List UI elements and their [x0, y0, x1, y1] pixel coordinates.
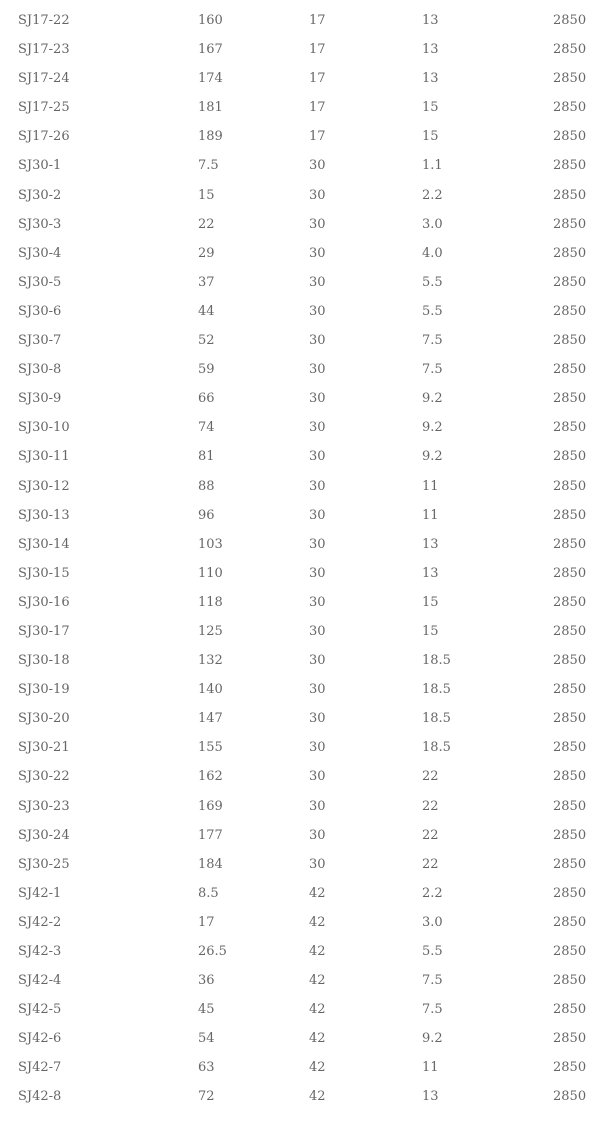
speed-cell: 2850 — [553, 391, 587, 407]
power-cell: 13 — [422, 42, 439, 58]
speed-cell: 2850 — [553, 333, 587, 349]
table-row — [0, 181, 600, 210]
power-cell: 18.5 — [422, 711, 451, 727]
flow-cell: 36 — [198, 973, 215, 989]
speed-cell: 2850 — [553, 740, 587, 756]
table-row — [0, 6, 600, 35]
speed-cell: 2850 — [553, 245, 587, 261]
stage-cell: 42 — [309, 944, 326, 959]
power-cell: 7.5 — [422, 973, 443, 989]
power-cell: 11 — [422, 478, 439, 494]
flow-cell: 74 — [198, 420, 215, 436]
stage-cell: 30 — [309, 274, 326, 290]
speed-cell: 2850 — [553, 623, 587, 639]
stage-cell: 30 — [309, 362, 326, 378]
flow-cell: 147 — [198, 711, 223, 727]
stage-cell: 30 — [309, 565, 326, 581]
flow-cell: 169 — [198, 798, 223, 814]
model-cell: SJ42-3 — [18, 944, 62, 959]
table-row — [0, 792, 600, 821]
table-row — [0, 879, 600, 908]
power-cell: 5.5 — [422, 274, 443, 290]
speed-cell: 2850 — [553, 594, 587, 610]
stage-cell: 30 — [309, 187, 326, 203]
speed-cell: 2850 — [553, 187, 587, 203]
flow-cell: 59 — [198, 362, 215, 378]
flow-cell: 162 — [198, 769, 223, 785]
table-row — [0, 268, 600, 297]
model-cell: SJ30-20 — [18, 711, 70, 727]
stage-cell: 42 — [309, 914, 326, 930]
table-row — [0, 355, 600, 384]
table-row — [0, 384, 600, 413]
flow-cell: 22 — [198, 216, 215, 232]
speed-cell: 2850 — [553, 973, 587, 989]
stage-cell: 42 — [309, 1002, 326, 1018]
speed-cell: 2850 — [553, 71, 587, 87]
flow-cell: 63 — [198, 1060, 215, 1076]
flow-cell: 177 — [198, 827, 223, 843]
stage-cell: 30 — [309, 653, 326, 669]
model-cell: SJ30-24 — [18, 827, 70, 843]
stage-cell: 42 — [309, 973, 326, 989]
speed-cell: 2850 — [553, 827, 587, 843]
speed-cell: 2850 — [553, 507, 587, 523]
power-cell: 13 — [422, 71, 439, 87]
speed-cell: 2850 — [553, 42, 587, 58]
stage-cell: 30 — [309, 769, 326, 785]
model-cell: SJ30-4 — [18, 245, 62, 261]
speed-cell: 2850 — [553, 420, 587, 436]
stage-cell: 17 — [309, 71, 326, 87]
model-cell: SJ42-6 — [18, 1031, 62, 1047]
stage-cell: 30 — [309, 391, 326, 407]
speed-cell: 2850 — [553, 711, 587, 727]
table-row — [0, 122, 600, 151]
model-cell: SJ30-8 — [18, 362, 62, 378]
table-row — [0, 937, 600, 966]
speed-cell: 2850 — [553, 303, 587, 319]
power-cell: 13 — [422, 1089, 439, 1105]
flow-cell: 54 — [198, 1031, 215, 1047]
speed-cell: 2850 — [553, 362, 587, 378]
model-cell: SJ17-26 — [18, 129, 70, 145]
stage-cell: 17 — [309, 13, 326, 28]
flow-cell: 52 — [198, 333, 215, 349]
power-cell: 22 — [422, 769, 439, 785]
stage-cell: 30 — [309, 245, 326, 261]
speed-cell: 2850 — [553, 798, 587, 814]
model-cell: SJ30-7 — [18, 333, 62, 349]
flow-cell: 118 — [198, 594, 223, 610]
model-cell: SJ30-15 — [18, 565, 70, 581]
flow-cell: 26.5 — [198, 944, 227, 959]
table-row — [0, 617, 600, 646]
model-cell: SJ30-3 — [18, 216, 62, 232]
table-row — [0, 704, 600, 733]
table-row — [0, 413, 600, 442]
power-cell: 13 — [422, 565, 439, 581]
power-cell: 9.2 — [422, 449, 443, 465]
stage-cell: 42 — [309, 1089, 326, 1105]
flow-cell: 17 — [198, 914, 215, 930]
flow-cell: 174 — [198, 71, 223, 87]
speed-cell: 2850 — [553, 158, 587, 174]
stage-cell: 17 — [309, 100, 326, 116]
stage-cell: 17 — [309, 42, 326, 58]
stage-cell: 30 — [309, 449, 326, 465]
flow-cell: 184 — [198, 856, 223, 872]
model-cell: SJ42-2 — [18, 914, 62, 930]
table-row — [0, 64, 600, 93]
table-row — [0, 239, 600, 268]
model-cell: SJ30-16 — [18, 594, 70, 610]
power-cell: 2.2 — [422, 187, 443, 203]
flow-cell: 110 — [198, 565, 223, 581]
flow-cell: 189 — [198, 129, 223, 145]
model-cell: SJ30-10 — [18, 420, 70, 436]
stage-cell: 30 — [309, 827, 326, 843]
power-cell: 4.0 — [422, 245, 443, 261]
flow-cell: 160 — [198, 13, 223, 28]
table-row — [0, 1053, 600, 1082]
speed-cell: 2850 — [553, 1060, 587, 1076]
flow-cell: 125 — [198, 623, 223, 639]
stage-cell: 30 — [309, 303, 326, 319]
table-row — [0, 1082, 600, 1111]
power-cell: 11 — [422, 1060, 439, 1076]
table-row — [0, 530, 600, 559]
table-row — [0, 675, 600, 704]
table-row — [0, 588, 600, 617]
stage-cell: 30 — [309, 158, 326, 174]
power-cell: 7.5 — [422, 333, 443, 349]
power-cell: 15 — [422, 594, 439, 610]
speed-cell: 2850 — [553, 653, 587, 669]
stage-cell: 42 — [309, 885, 326, 901]
speed-cell: 2850 — [553, 13, 587, 28]
speed-cell: 2850 — [553, 565, 587, 581]
model-cell: SJ30-25 — [18, 856, 70, 872]
power-cell: 3.0 — [422, 914, 443, 930]
power-cell: 9.2 — [422, 420, 443, 436]
speed-cell: 2850 — [553, 1089, 587, 1105]
stage-cell: 17 — [309, 129, 326, 145]
model-cell: SJ30-2 — [18, 187, 62, 203]
speed-cell: 2850 — [553, 944, 587, 959]
stage-cell: 30 — [309, 333, 326, 349]
speed-cell: 2850 — [553, 682, 587, 698]
flow-cell: 88 — [198, 478, 215, 494]
flow-cell: 81 — [198, 449, 215, 465]
table-row — [0, 326, 600, 355]
stage-cell: 30 — [309, 594, 326, 610]
stage-cell: 30 — [309, 740, 326, 756]
power-cell: 7.5 — [422, 1002, 443, 1018]
power-cell: 11 — [422, 507, 439, 523]
table-row — [0, 93, 600, 122]
table-row — [0, 821, 600, 850]
speed-cell: 2850 — [553, 536, 587, 552]
power-cell: 9.2 — [422, 1031, 443, 1047]
power-cell: 22 — [422, 798, 439, 814]
model-cell: SJ42-5 — [18, 1002, 62, 1018]
model-cell: SJ17-22 — [18, 13, 70, 28]
model-cell: SJ30-18 — [18, 653, 70, 669]
table-row — [0, 1024, 600, 1053]
table-row — [0, 501, 600, 530]
speed-cell: 2850 — [553, 769, 587, 785]
speed-cell: 2850 — [553, 1031, 587, 1047]
table-row — [0, 472, 600, 501]
model-cell: SJ30-1 — [18, 158, 62, 174]
model-cell: SJ30-5 — [18, 274, 62, 290]
flow-cell: 140 — [198, 682, 223, 698]
flow-cell: 15 — [198, 187, 215, 203]
stage-cell: 30 — [309, 536, 326, 552]
flow-cell: 8.5 — [198, 885, 219, 901]
flow-cell: 96 — [198, 507, 215, 523]
model-cell: SJ30-19 — [18, 682, 70, 698]
speed-cell: 2850 — [553, 129, 587, 145]
table-row — [0, 559, 600, 588]
power-cell: 18.5 — [422, 653, 451, 669]
flow-cell: 132 — [198, 653, 223, 669]
table-row — [0, 966, 600, 995]
model-cell: SJ17-24 — [18, 71, 70, 87]
flow-cell: 45 — [198, 1002, 215, 1018]
model-cell: SJ30-13 — [18, 507, 70, 523]
flow-cell: 29 — [198, 245, 215, 261]
table-row — [0, 646, 600, 675]
model-cell: SJ42-7 — [18, 1060, 62, 1076]
power-cell: 18.5 — [422, 740, 451, 756]
stage-cell: 42 — [309, 1060, 326, 1076]
flow-cell: 103 — [198, 536, 223, 552]
power-cell: 9.2 — [422, 391, 443, 407]
flow-cell: 181 — [198, 100, 223, 116]
flow-cell: 66 — [198, 391, 215, 407]
table-row — [0, 151, 600, 180]
table-row — [0, 297, 600, 326]
flow-cell: 44 — [198, 303, 215, 319]
table-row — [0, 762, 600, 791]
model-cell: SJ30-21 — [18, 740, 70, 756]
power-cell: 5.5 — [422, 944, 443, 959]
stage-cell: 30 — [309, 682, 326, 698]
stage-cell: 30 — [309, 711, 326, 727]
stage-cell: 30 — [309, 216, 326, 232]
flow-cell: 167 — [198, 42, 223, 58]
table-row — [0, 908, 600, 937]
model-cell: SJ30-11 — [18, 449, 70, 465]
model-cell: SJ30-9 — [18, 391, 62, 407]
stage-cell: 42 — [309, 1031, 326, 1047]
power-cell: 15 — [422, 623, 439, 639]
model-cell: SJ30-22 — [18, 769, 70, 785]
model-cell: SJ30-6 — [18, 303, 62, 319]
flow-cell: 7.5 — [198, 158, 219, 174]
power-cell: 7.5 — [422, 362, 443, 378]
speed-cell: 2850 — [553, 1002, 587, 1018]
stage-cell: 30 — [309, 856, 326, 872]
table-row — [0, 35, 600, 64]
model-cell: SJ30-23 — [18, 798, 70, 814]
model-cell: SJ17-23 — [18, 42, 70, 58]
model-cell: SJ30-17 — [18, 623, 70, 639]
model-cell: SJ30-12 — [18, 478, 70, 494]
flow-cell: 37 — [198, 274, 215, 290]
stage-cell: 30 — [309, 478, 326, 494]
model-cell: SJ42-8 — [18, 1089, 62, 1105]
speed-cell: 2850 — [553, 914, 587, 930]
speed-cell: 2850 — [553, 478, 587, 494]
power-cell: 15 — [422, 129, 439, 145]
model-cell: SJ42-1 — [18, 885, 62, 901]
power-cell: 2.2 — [422, 885, 443, 901]
model-cell: SJ17-25 — [18, 100, 70, 116]
flow-cell: 155 — [198, 740, 223, 756]
flow-cell: 72 — [198, 1089, 215, 1105]
speed-cell: 2850 — [553, 216, 587, 232]
stage-cell: 30 — [309, 507, 326, 523]
power-cell: 18.5 — [422, 682, 451, 698]
speed-cell: 2850 — [553, 856, 587, 872]
power-cell: 13 — [422, 13, 439, 28]
stage-cell: 30 — [309, 623, 326, 639]
table-row — [0, 210, 600, 239]
table-row — [0, 995, 600, 1024]
model-cell: SJ42-4 — [18, 973, 62, 989]
stage-cell: 30 — [309, 798, 326, 814]
speed-cell: 2850 — [553, 449, 587, 465]
power-cell: 22 — [422, 827, 439, 843]
table-row — [0, 442, 600, 471]
table-row — [0, 733, 600, 762]
power-cell: 5.5 — [422, 303, 443, 319]
speed-cell: 2850 — [553, 100, 587, 116]
power-cell: 13 — [422, 536, 439, 552]
model-cell: SJ30-14 — [18, 536, 70, 552]
speed-cell: 2850 — [553, 885, 587, 901]
table-row — [0, 850, 600, 879]
power-cell: 1.1 — [422, 158, 443, 174]
power-cell: 15 — [422, 100, 439, 116]
speed-cell: 2850 — [553, 274, 587, 290]
power-cell: 22 — [422, 856, 439, 872]
power-cell: 3.0 — [422, 216, 443, 232]
stage-cell: 30 — [309, 420, 326, 436]
